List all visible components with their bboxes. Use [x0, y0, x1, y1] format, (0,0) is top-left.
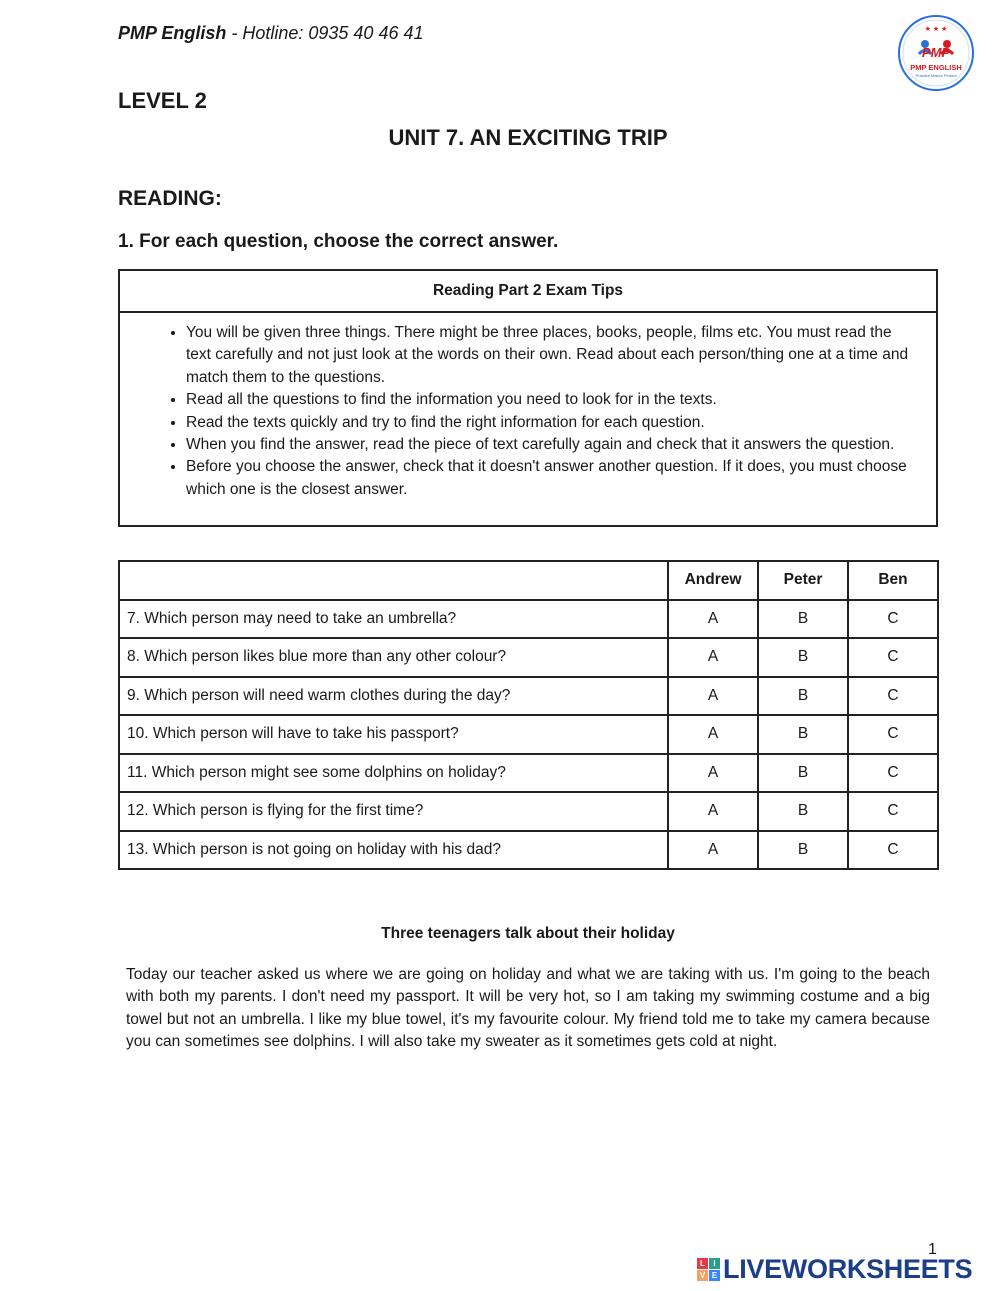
question-text: 11. Which person might see some dolphins on holiday? [119, 754, 668, 793]
instruction-text: 1. For each question, choose the correct answer. [118, 231, 559, 252]
level-heading: LEVEL 2 [118, 88, 207, 113]
table-row [119, 792, 938, 831]
story-title: Three teenagers talk about their holiday [381, 925, 675, 942]
option-c[interactable]: C [848, 831, 938, 870]
option-b[interactable]: B [758, 831, 848, 870]
svg-text:PMP: PMP [921, 45, 951, 60]
option-c[interactable]: C [848, 715, 938, 754]
header-brand: PMP English [118, 23, 227, 43]
cube-e: E [709, 1270, 720, 1281]
option-b[interactable]: B [758, 715, 848, 754]
option-b[interactable]: B [758, 638, 848, 677]
unit-title: UNIT 7. AN EXCITING TRIP [388, 125, 668, 150]
option-a[interactable]: A [668, 638, 758, 677]
header-blank-cell [119, 561, 668, 600]
liveworksheets-logo [697, 1254, 972, 1285]
option-c[interactable]: C [848, 792, 938, 831]
option-a[interactable]: A [668, 831, 758, 870]
header-andrew: Andrew [668, 561, 758, 600]
exam-tips-title: Reading Part 2 Exam Tips [120, 271, 936, 313]
table-header-row [119, 561, 938, 600]
option-a[interactable]: A [668, 677, 758, 716]
liveworksheets-text: LIVEWORKSHEETS [723, 1254, 973, 1284]
option-b[interactable]: B [758, 754, 848, 793]
header-hotline: - Hotline: 0935 40 46 41 [226, 23, 424, 43]
option-a[interactable]: A [668, 600, 758, 639]
exam-tips-box [118, 269, 938, 527]
question-text: 12. Which person is flying for the first time? [119, 792, 668, 831]
option-c[interactable]: C [848, 677, 938, 716]
exam-tips-list [120, 313, 936, 501]
tip-item: • Before you choose the answer, check that it doesn't answer another question. If it does, you must choose which one is the closest answer. [186, 456, 920, 501]
cube-v: V [697, 1270, 708, 1281]
table-row [119, 715, 938, 754]
question-text: 7. Which person may need to take an umbrella? [119, 600, 668, 639]
liveworksheets-cube-icon [697, 1258, 720, 1281]
option-a[interactable]: A [668, 715, 758, 754]
option-b[interactable]: B [758, 792, 848, 831]
option-b[interactable]: B [758, 677, 848, 716]
option-c[interactable]: C [848, 600, 938, 639]
cube-l: L [697, 1258, 708, 1269]
logo-text: PMP ENGLISH [910, 63, 962, 72]
cube-i: I [709, 1258, 720, 1269]
option-a[interactable]: A [668, 754, 758, 793]
tip-item: • You will be given three things. There might be three places, books, people, films etc. You must read the text carefully and not just look at the words on their own. Read about each person/thing one at a time and match them to the questions. [186, 322, 920, 389]
pmp-english-logo [897, 14, 975, 92]
page-number: 1 [928, 1241, 937, 1258]
question-text: 10. Which person will have to take his passport? [119, 715, 668, 754]
svg-text:★ ★ ★: ★ ★ ★ [924, 26, 948, 33]
table-row [119, 677, 938, 716]
table-row [119, 754, 938, 793]
question-text: 13. Which person is not going on holiday with his dad? [119, 831, 668, 870]
document-header [118, 23, 423, 44]
table-row [119, 600, 938, 639]
section-heading: READING: [118, 187, 222, 210]
header-ben: Ben [848, 561, 938, 600]
table-row [119, 831, 938, 870]
header-peter: Peter [758, 561, 848, 600]
option-b[interactable]: B [758, 600, 848, 639]
option-c[interactable]: C [848, 638, 938, 677]
option-c[interactable]: C [848, 754, 938, 793]
tip-item: • Read all the questions to find the information you need to look for in the texts. [186, 389, 920, 411]
logo-tagline: Practice Makes Perfect [915, 73, 957, 78]
question-text: 8. Which person likes blue more than any other colour? [119, 638, 668, 677]
question-table [118, 560, 939, 870]
tip-item: • When you find the answer, read the piece of text carefully again and check that it answers the question. [186, 434, 920, 456]
story-text: Today our teacher asked us where we are going on holiday and what we are taking with us. I'm going to the beach with both my parents. I don't need my passport. It will be very hot, so I am taking my swimming costume and a big towel but not an umbrella. I like my blue towel, it's my favourite colour. My friend told me to take my camera because you can sometimes see dolphins. I will also take my sweater as it sometimes gets cold at night. [126, 966, 930, 1051]
table-row [119, 638, 938, 677]
tip-item: • Read the texts quickly and try to find the right information for each question. [186, 412, 920, 434]
question-text: 9. Which person will need warm clothes during the day? [119, 677, 668, 716]
option-a[interactable]: A [668, 792, 758, 831]
